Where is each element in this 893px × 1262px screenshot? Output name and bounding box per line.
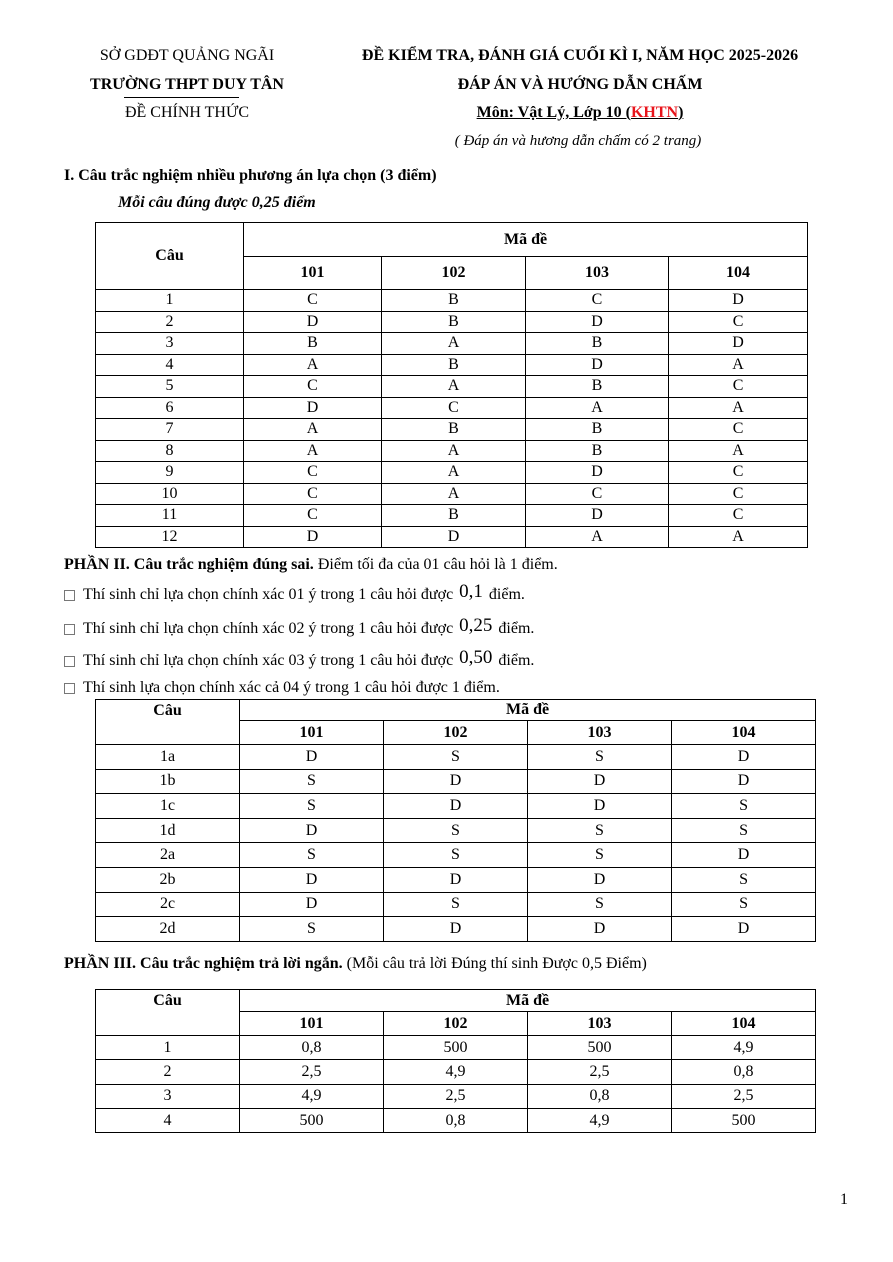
answer-cell: C (382, 397, 526, 419)
answer-cell: D (672, 769, 816, 794)
checkbox-icon (64, 656, 75, 667)
answer-cell: S (384, 745, 528, 770)
answer-cell: C (244, 505, 382, 527)
answer-cell: D (244, 311, 382, 333)
answer-cell: 0,8 (528, 1084, 672, 1108)
table-row (96, 769, 816, 794)
table-row (96, 1084, 816, 1108)
answer-cell: S (528, 818, 672, 843)
question-header: Câu (96, 700, 240, 745)
part1-answer-table (95, 222, 808, 548)
code-104: 104 (672, 721, 816, 745)
rule-unit: điểm. (498, 652, 535, 669)
code-102: 102 (382, 257, 526, 290)
question-number-cell: 10 (96, 483, 244, 505)
table-row (96, 333, 808, 355)
answer-cell: B (526, 333, 669, 355)
answer-cell: 0,8 (384, 1108, 528, 1132)
code-102: 102 (384, 721, 528, 745)
answer-cell: S (672, 794, 816, 819)
answer-cell: S (672, 892, 816, 917)
table-row (96, 483, 808, 505)
question-number-cell: 2d (96, 917, 240, 942)
rule-unit: điểm. (498, 620, 535, 637)
question-number-cell: 2b (96, 867, 240, 892)
official-label: ĐỀ CHÍNH THỨC (124, 104, 250, 121)
answer-cell: D (240, 818, 384, 843)
answer-cell: D (672, 917, 816, 942)
answer-cell: A (382, 440, 526, 462)
answer-cell: D (244, 397, 382, 419)
answer-cell: B (526, 376, 669, 398)
part1-title: I. Câu trắc nghiệm nhiều phương án lựa chọn (3 điểm) (64, 167, 437, 184)
question-number-cell: 2 (96, 311, 244, 333)
table-row (96, 354, 808, 376)
table-row (96, 892, 816, 917)
answer-cell: S (384, 843, 528, 868)
answer-cell: C (669, 376, 808, 398)
rule-text: Thí sinh chỉ lựa chọn chính xác 01 ý trong 1 câu hỏi được (83, 586, 454, 603)
answer-cell: A (382, 483, 526, 505)
answer-cell: B (244, 333, 382, 355)
question-header: Câu (96, 223, 244, 290)
answer-cell: S (384, 818, 528, 843)
question-number-cell: 4 (96, 1108, 240, 1132)
subject-highlight: KHTN (630, 104, 679, 121)
answer-cell: C (244, 483, 382, 505)
subject-prefix: Môn: Vật Lý, Lớp 10 ( (476, 104, 631, 121)
answer-cell: C (669, 483, 808, 505)
question-number-cell: 1d (96, 818, 240, 843)
answer-cell: A (382, 462, 526, 484)
part3-answer-table (95, 989, 816, 1133)
answer-cell: D (526, 505, 669, 527)
part2-answer-table (95, 699, 816, 942)
table-row (96, 818, 816, 843)
answer-cell: C (669, 311, 808, 333)
checkbox-icon (64, 590, 75, 601)
code-101: 101 (240, 721, 384, 745)
table-row (96, 290, 808, 312)
code-header: Mã đề (240, 990, 816, 1012)
answer-cell: 4,9 (240, 1084, 384, 1108)
answer-cell: A (669, 440, 808, 462)
answer-cell: 0,8 (240, 1036, 384, 1060)
rule-item (64, 647, 535, 672)
answer-cell: 500 (384, 1036, 528, 1060)
answer-cell: A (244, 440, 382, 462)
answer-cell: B (382, 311, 526, 333)
answer-cell: D (384, 917, 528, 942)
exam-title: ĐỀ KIỂM TRA, ĐÁNH GIÁ CUỐI KÌ I, NĂM HỌC 2025-2026 (361, 47, 799, 64)
answer-title: ĐÁP ÁN VÀ HƯỚNG DẪN CHẤM (457, 76, 703, 93)
answer-cell: 500 (528, 1036, 672, 1060)
question-number-cell: 2 (96, 1060, 240, 1084)
code-103: 103 (526, 257, 669, 290)
table-row (96, 419, 808, 441)
table-row (96, 1060, 816, 1084)
school-name: TRƯỜNG THPT DUY TÂN (90, 76, 284, 93)
table-row (96, 745, 816, 770)
question-number-cell: 1b (96, 769, 240, 794)
part1-subtitle: Mỗi câu đúng được 0,25 điểm (118, 194, 316, 211)
question-number-cell: 11 (96, 505, 244, 527)
answer-cell: S (528, 843, 672, 868)
code-101: 101 (240, 1012, 384, 1036)
answer-cell: A (669, 397, 808, 419)
answer-cell: A (244, 354, 382, 376)
school-underline (124, 97, 239, 98)
answer-cell: 2,5 (672, 1084, 816, 1108)
rule-item (64, 679, 500, 697)
code-102: 102 (384, 1012, 528, 1036)
question-number-cell: 2a (96, 843, 240, 868)
answer-cell: A (526, 526, 669, 548)
answer-cell: D (669, 290, 808, 312)
table-row (96, 397, 808, 419)
department-name: SỞ GDĐT QUẢNG NGÃI (99, 47, 275, 64)
table-row (96, 311, 808, 333)
answer-cell: B (382, 290, 526, 312)
question-number-cell: 6 (96, 397, 244, 419)
answer-cell: S (672, 818, 816, 843)
answer-cell: B (382, 505, 526, 527)
rule-text: Thí sinh lựa chọn chính xác cả 04 ý trong 1 câu hỏi được 1 điểm. (83, 679, 500, 696)
question-number-cell: 3 (96, 333, 244, 355)
answer-note: ( Đáp án và hương dẫn chấm có 2 trang) (454, 133, 702, 149)
answer-cell: C (669, 462, 808, 484)
answer-cell: D (526, 462, 669, 484)
table-row (96, 1108, 816, 1132)
question-number-cell: 4 (96, 354, 244, 376)
answer-cell: S (240, 917, 384, 942)
answer-cell: 500 (672, 1108, 816, 1132)
part3-title-rest: (Mỗi câu trả lời Đúng thí sinh Được 0,5 Điểm) (342, 955, 647, 972)
page-number: 1 (840, 1191, 848, 1208)
answer-cell: B (382, 419, 526, 441)
answer-cell: S (384, 892, 528, 917)
subject-suffix: ) (678, 104, 684, 121)
answer-cell: 2,5 (384, 1084, 528, 1108)
code-103: 103 (528, 721, 672, 745)
code-104: 104 (672, 1012, 816, 1036)
answer-cell: D (240, 892, 384, 917)
answer-cell: A (669, 354, 808, 376)
answer-cell: A (526, 397, 669, 419)
answer-cell: D (382, 526, 526, 548)
answer-cell: S (528, 745, 672, 770)
answer-cell: 500 (240, 1108, 384, 1132)
question-number-cell: 12 (96, 526, 244, 548)
question-number-cell: 1 (96, 290, 244, 312)
table-row (96, 526, 808, 548)
question-number-cell: 2c (96, 892, 240, 917)
answer-cell: S (240, 843, 384, 868)
answer-cell: D (240, 745, 384, 770)
question-header: Câu (96, 990, 240, 1036)
code-103: 103 (528, 1012, 672, 1036)
part2-title-bold: PHẦN II. Câu trắc nghiệm đúng sai. (64, 556, 314, 573)
answer-cell: 2,5 (528, 1060, 672, 1084)
answer-cell: A (244, 419, 382, 441)
answer-cell: S (672, 867, 816, 892)
answer-cell: A (382, 376, 526, 398)
answer-cell: B (382, 354, 526, 376)
table-row (96, 505, 808, 527)
answer-cell: D (384, 867, 528, 892)
answer-cell: A (669, 526, 808, 548)
answer-cell: D (384, 769, 528, 794)
answer-cell: S (528, 892, 672, 917)
checkbox-icon (64, 624, 75, 635)
question-number-cell: 5 (96, 376, 244, 398)
table-row (96, 794, 816, 819)
rule-value: 0,50 (459, 647, 493, 668)
part3-title-bold: PHẦN III. Câu trắc nghiệm trả lời ngắn. (64, 955, 343, 972)
table-row (96, 843, 816, 868)
rule-text: Thí sinh chỉ lựa chọn chính xác 02 ý trong 1 câu hỏi được (83, 620, 454, 637)
answer-cell: D (528, 769, 672, 794)
part3-title (64, 955, 647, 973)
answer-cell: C (526, 290, 669, 312)
answer-cell: C (244, 290, 382, 312)
answer-cell: B (526, 440, 669, 462)
answer-cell: C (244, 376, 382, 398)
answer-cell: C (244, 462, 382, 484)
code-101: 101 (244, 257, 382, 290)
question-number-cell: 7 (96, 419, 244, 441)
code-header: Mã đề (244, 223, 808, 257)
answer-cell: S (240, 794, 384, 819)
part2-title-rest: Điểm tối đa của 01 câu hỏi là 1 điểm. (313, 556, 558, 573)
checkbox-icon (64, 683, 75, 694)
answer-cell: D (528, 917, 672, 942)
question-number-cell: 1c (96, 794, 240, 819)
subject-line (477, 104, 684, 122)
table-row (96, 1036, 816, 1060)
answer-cell: D (669, 333, 808, 355)
answer-cell: 4,9 (384, 1060, 528, 1084)
answer-cell: D (526, 311, 669, 333)
question-number-cell: 3 (96, 1084, 240, 1108)
answer-cell: A (382, 333, 526, 355)
answer-cell: 4,9 (672, 1036, 816, 1060)
code-header: Mã đề (240, 700, 816, 721)
answer-cell: D (244, 526, 382, 548)
code-104: 104 (669, 257, 808, 290)
answer-cell: B (526, 419, 669, 441)
answer-cell: D (526, 354, 669, 376)
answer-cell: S (240, 769, 384, 794)
rule-item (64, 615, 535, 640)
rule-value: 0,25 (459, 615, 493, 636)
table-row (96, 917, 816, 942)
answer-cell: 4,9 (528, 1108, 672, 1132)
answer-cell: C (526, 483, 669, 505)
table-row (96, 440, 808, 462)
rule-item (64, 581, 525, 606)
answer-cell: D (528, 867, 672, 892)
rule-value: 0,1 (459, 581, 483, 602)
answer-cell: 0,8 (672, 1060, 816, 1084)
answer-cell: 2,5 (240, 1060, 384, 1084)
question-number-cell: 1a (96, 745, 240, 770)
answer-cell: D (240, 867, 384, 892)
answer-cell: C (669, 505, 808, 527)
answer-cell: D (672, 745, 816, 770)
question-number-cell: 9 (96, 462, 244, 484)
table-row (96, 376, 808, 398)
question-number-cell: 8 (96, 440, 244, 462)
rule-unit: điểm. (488, 586, 525, 603)
table-row (96, 867, 816, 892)
rule-text: Thí sinh chỉ lựa chọn chính xác 03 ý trong 1 câu hỏi được (83, 652, 454, 669)
table-row (96, 462, 808, 484)
answer-cell: C (669, 419, 808, 441)
part2-title (64, 556, 558, 574)
answer-cell: D (384, 794, 528, 819)
answer-cell: D (672, 843, 816, 868)
question-number-cell: 1 (96, 1036, 240, 1060)
answer-cell: D (528, 794, 672, 819)
